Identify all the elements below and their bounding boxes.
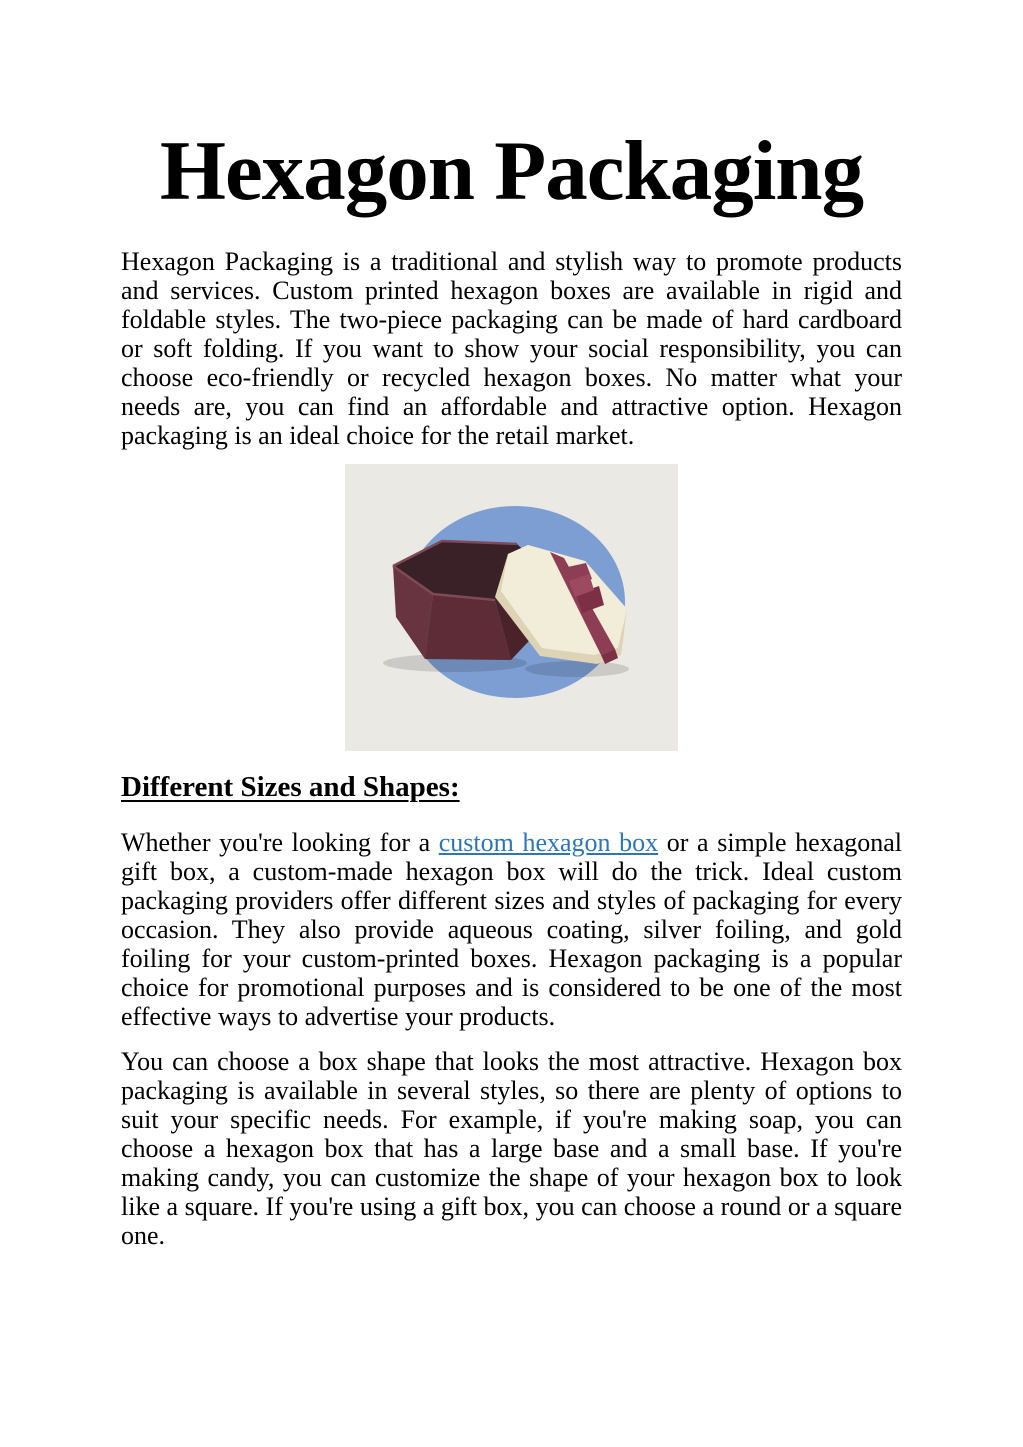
paragraph-text-before-link: Whether you're looking for a xyxy=(121,827,439,857)
custom-hexagon-box-link[interactable]: custom hexagon box xyxy=(438,827,659,857)
intro-paragraph: Hexagon Packaging is a traditional and stylish way to promote products and services. Custom printed hexagon boxes are available in rigid and foldable styles. The two-piece packaging can be made of hard cardboard or soft folding. If you want to show your social responsibility, you can choose eco-friendly or recycled hexagon boxes. No matter what your needs are, you can find an affordable and attractive option. Hexagon packaging is an ideal choice for the retail market. xyxy=(121,246,902,450)
section-paragraph-2: You can choose a box shape that looks the most attractive. Hexagon box packaging is available in several styles, so there are plenty of options to suit your specific needs. For example, if you're making soap, you can choose a hexagon box that has a large base and a small base. If you're making candy, you can customize the shape of your hexagon box to look like a square. If you're using a gift box, you can choose a round or a square one. xyxy=(121,1046,902,1250)
product-figure xyxy=(345,464,678,751)
section-paragraph-1 xyxy=(121,828,902,1031)
section-heading: Different Sizes and Shapes: xyxy=(121,770,460,803)
paragraph-text-after-link: or a simple hexagonal gift box, a custom-made hexagon box will do the trick. Ideal custom packaging providers offer different sizes and styles of packaging for every occasion. They also provide aqueous coating, silver foiling, and gold foiling for your custom-printed boxes. Hexagon packaging is a popular choice for promotional purposes and is considered to be one of the most effective ways to advertise your products. xyxy=(121,827,902,1031)
page-title: Hexagon Packaging xyxy=(159,124,864,218)
lid-shadow xyxy=(525,661,629,677)
hexagon-box-illustration xyxy=(345,464,678,751)
